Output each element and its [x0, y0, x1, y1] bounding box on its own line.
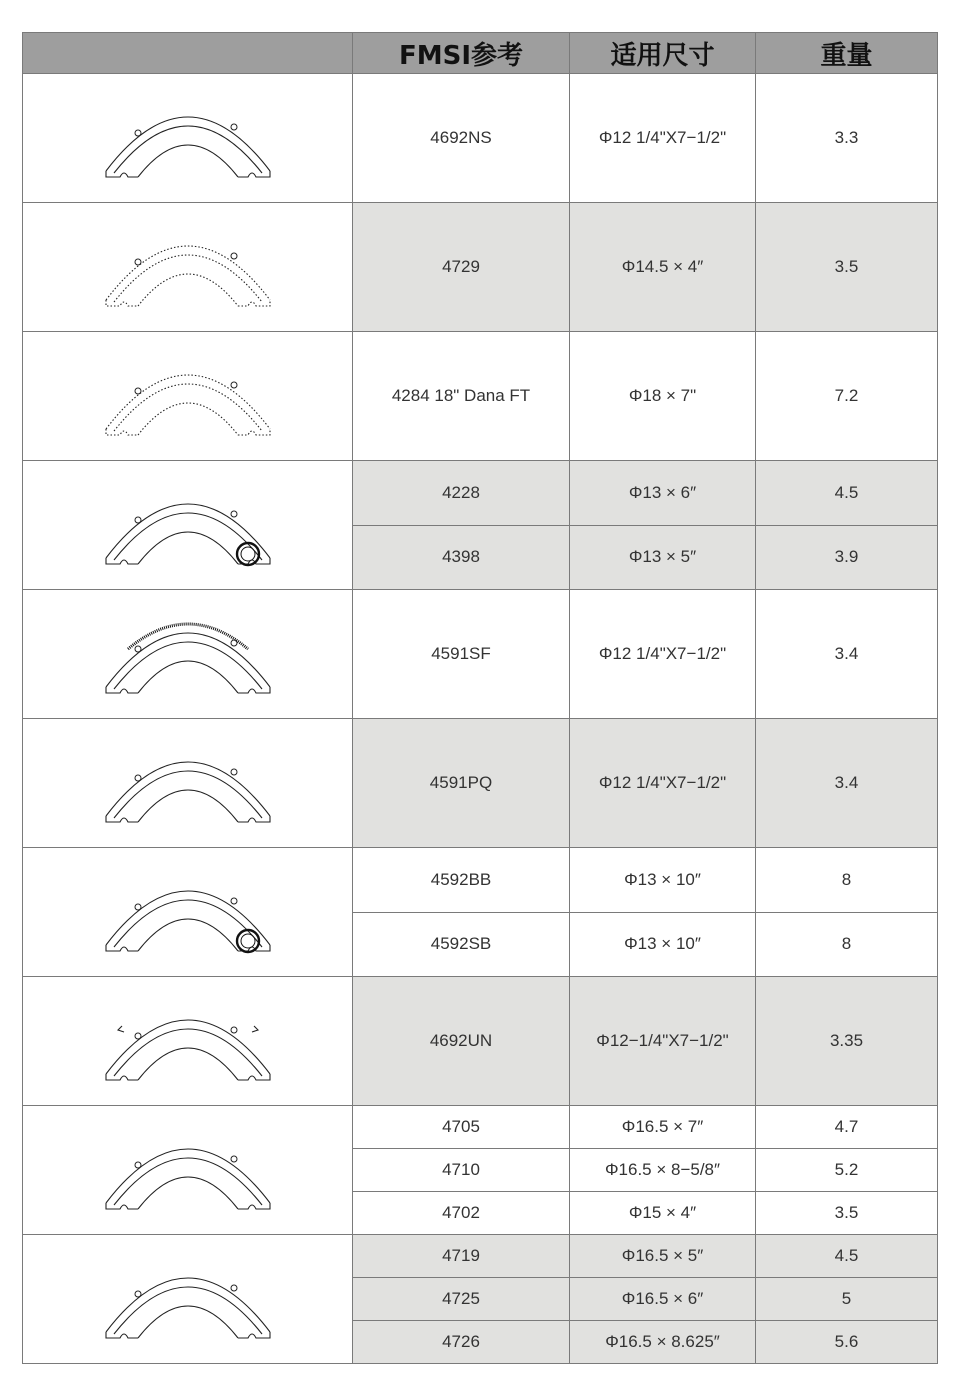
table-row — [353, 525, 937, 590]
table-row — [353, 977, 937, 1105]
weight-cell: 3.5 — [755, 1192, 937, 1234]
brake-shoe-icon — [98, 1125, 278, 1215]
product-image-cell — [23, 332, 352, 460]
product-group — [23, 590, 937, 719]
size-cell: Φ12−1/4"X7−1/2" — [569, 977, 755, 1105]
product-rows — [352, 461, 937, 589]
fmsi-cell: 4702 — [442, 1203, 480, 1222]
table-body — [23, 74, 937, 1363]
product-image-cell — [23, 719, 352, 847]
brake-shoe-icon — [98, 222, 278, 312]
product-rows — [352, 848, 937, 976]
product-group — [23, 977, 937, 1106]
size-cell: Φ16.5 × 7″ — [569, 1106, 755, 1148]
fmsi-cell: 4705 — [442, 1117, 480, 1136]
table-row — [353, 848, 937, 912]
header-fmsi: FMSI参考 — [352, 33, 569, 73]
product-rows — [352, 74, 937, 202]
size-cell: Φ16.5 × 8.625″ — [569, 1321, 755, 1363]
size-cell: Φ14.5 × 4″ — [569, 203, 755, 331]
product-group — [23, 848, 937, 977]
product-image-cell — [23, 203, 352, 331]
table-row — [353, 74, 937, 202]
table-row — [353, 912, 937, 977]
weight-cell: 8 — [755, 913, 937, 977]
product-rows — [352, 719, 937, 847]
brake-shoe-icon — [98, 351, 278, 441]
product-rows — [352, 1235, 937, 1363]
weight-cell: 8 — [755, 848, 937, 912]
product-rows — [352, 1106, 937, 1234]
product-group — [23, 461, 937, 590]
table-row — [353, 1235, 937, 1277]
table-header — [23, 33, 937, 74]
product-image-cell — [23, 461, 352, 589]
brake-shoe-icon — [98, 480, 278, 570]
fmsi-cell: 4284 18" Dana FT — [391, 386, 531, 405]
product-group — [23, 719, 937, 848]
brake-shoe-icon — [98, 738, 278, 828]
weight-cell: 5 — [755, 1278, 937, 1320]
size-cell: Φ12 1/4"X7−1/2" — [569, 719, 755, 847]
size-cell: Φ18 × 7" — [569, 332, 755, 460]
table-row — [353, 1106, 937, 1148]
brake-shoe-icon — [98, 867, 278, 957]
table-row — [353, 461, 937, 525]
size-cell: Φ12 1/4"X7−1/2" — [569, 590, 755, 718]
size-cell: Φ13 × 10″ — [569, 913, 755, 977]
fmsi-cell: 4719 — [442, 1246, 480, 1265]
product-group — [23, 332, 937, 461]
table-row — [353, 332, 937, 460]
fmsi-cell: 4591SF — [431, 644, 491, 663]
fmsi-cell: 4228 — [442, 482, 480, 502]
header-size: 适用尺寸 — [569, 33, 755, 73]
product-image-cell — [23, 848, 352, 976]
table-row — [353, 590, 937, 718]
weight-cell: 3.4 — [755, 590, 937, 718]
weight-cell: 5.6 — [755, 1321, 937, 1363]
product-group — [23, 1235, 937, 1363]
fmsi-cell: 4692NS — [430, 128, 492, 147]
table-row — [353, 719, 937, 847]
product-rows — [352, 590, 937, 718]
brake-shoe-icon — [98, 609, 278, 699]
fmsi-cell: 4726 — [442, 1332, 480, 1351]
header-image — [23, 33, 352, 73]
weight-cell: 3.5 — [755, 203, 937, 331]
product-rows — [352, 977, 937, 1105]
product-image-cell — [23, 1235, 352, 1363]
product-image-cell — [23, 74, 352, 202]
table-row — [353, 203, 937, 331]
size-cell: Φ12 1/4"X7−1/2" — [569, 74, 755, 202]
product-group — [23, 74, 937, 203]
table-row — [353, 1320, 937, 1363]
size-cell: Φ15 × 4″ — [569, 1192, 755, 1234]
fmsi-cell: 4398 — [442, 547, 480, 567]
weight-cell: 3.35 — [755, 977, 937, 1105]
size-cell: Φ13 × 5″ — [569, 526, 755, 590]
weight-cell: 4.7 — [755, 1106, 937, 1148]
fmsi-cell: 4725 — [442, 1289, 480, 1308]
product-group — [23, 203, 937, 332]
size-cell: Φ16.5 × 5″ — [569, 1235, 755, 1277]
product-group — [23, 1106, 937, 1235]
weight-cell: 3.4 — [755, 719, 937, 847]
fmsi-cell: 4710 — [442, 1160, 480, 1179]
weight-cell: 4.5 — [755, 1235, 937, 1277]
table-row — [353, 1148, 937, 1191]
size-cell: Φ13 × 6″ — [569, 461, 755, 525]
brake-shoe-icon — [98, 93, 278, 183]
weight-cell: 3.3 — [755, 74, 937, 202]
weight-cell: 3.9 — [755, 526, 937, 590]
fmsi-cell: 4592BB — [430, 869, 492, 889]
fmsi-cell: 4692UN — [429, 1031, 493, 1050]
product-rows — [352, 332, 937, 460]
weight-cell: 5.2 — [755, 1149, 937, 1191]
fmsi-cell: 4591PQ — [429, 773, 493, 792]
fmsi-cell: 4592SB — [430, 934, 492, 954]
size-cell: Φ16.5 × 8−5/8″ — [569, 1149, 755, 1191]
product-rows — [352, 203, 937, 331]
table-row — [353, 1277, 937, 1320]
weight-cell: 4.5 — [755, 461, 937, 525]
product-image-cell — [23, 1106, 352, 1234]
product-image-cell — [23, 590, 352, 718]
brake-shoe-catalog-table — [22, 32, 938, 1364]
size-cell: Φ16.5 × 6″ — [569, 1278, 755, 1320]
fmsi-cell: 4729 — [442, 257, 480, 276]
header-weight: 重量 — [755, 33, 937, 73]
weight-cell: 7.2 — [755, 332, 937, 460]
size-cell: Φ13 × 10″ — [569, 848, 755, 912]
brake-shoe-icon — [98, 1254, 278, 1344]
product-image-cell — [23, 977, 352, 1105]
brake-shoe-icon — [98, 996, 278, 1086]
table-row — [353, 1191, 937, 1234]
